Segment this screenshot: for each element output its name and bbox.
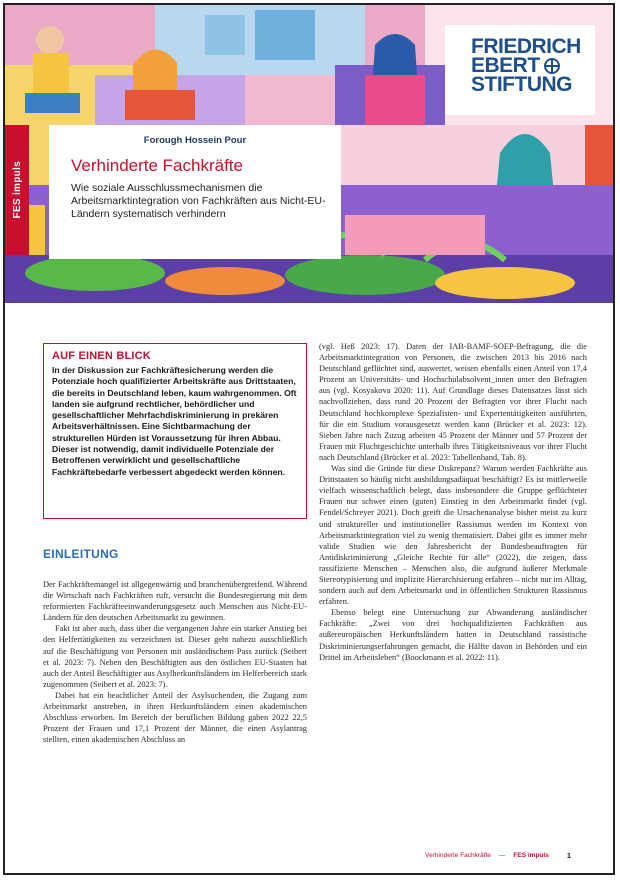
logo-line-3: STIFTUNG bbox=[471, 73, 572, 96]
footer-title: Verhinderte Fachkräfte bbox=[425, 852, 491, 859]
summary-text: In der Diskussion zur Fachkräftesicherung werden die Potenziale hoch qualifizierter Arbeitskräfte aus Drittstaaten, die bereits in Deutschland leben, kaum wahrgenommen. Oft landen sie aufgrund rechtlicher, behördlicher und gesellschaftlicher Mehrfachdiskriminierung in prekären Arbeitsverhältnissen. Eine Sichtbarmachung der strukturellen Hürden ist Voraussetzung für ihren Abbau. Dieser ist notwendig, damit individuelle Potenziale der Betroffenen verwirklicht und gesellschaftliche Fachkräftebedarfe verbessert abgedeckt werden können. bbox=[52, 365, 297, 477]
cover-illustration bbox=[5, 5, 613, 303]
logo-line-1: FRIEDRICH bbox=[471, 35, 581, 58]
paragraph: (vgl. Heß 2023: 17). Daten der IAB-BAMF-SOEP-Befragung, die die Arbeitsmarktintegration von Personen, die zwischen 2013 bis 2016 nach Deutschland geflüchtet sind, auswertet, weisen ebenfalls einen Anteil von 17,4 Prozent an Universitäts- und Hochschulabsolvent_innen unter den Befragten aus (vgl. Kosyakova 2020: 11). Auf Grundlage dieses Datensatzes lässt sich nachvollziehen, dass rund 20 Prozent der Befragten vor ihrer Flucht nach Deutschland hochkomplexe Spezialisten- und Expertentätigkeiten ausführten, für die ein Studium vorausgesetzt werden kann (Brücker et al. 2023: 12). Sieben Jahre nach Zuzug arbeiten 45 Prozent der Männer und 57 Prozent der Frauen mit Fluchtgeschichte unterhalb ihres Tätigkeitsniveaus vor ihrer Flucht nach Deutschland (Brücker et al. 2023: Tabellenband, Tab. 8). bbox=[319, 342, 587, 462]
document-title: Verhinderte Fachkräfte bbox=[71, 156, 243, 175]
page-number: 1 bbox=[566, 851, 571, 860]
logo-line-2-text: EBERT bbox=[471, 54, 540, 77]
paragraph: Was sind die Gründe für diese Diskrepanz? Warum werden Fachkräfte aus Drittstaaten so häufig nicht ausbildungsadäquat beschäftigt? Es ist mittlerweile vielfach wissenschaftlich belegt, dass insbesondere die Gruppe geflüchteter Frauen nur schwer einen (guten) Einstieg in den Arbeitsmarkt findet (vgl. Fendel/Schreyer 2021). Doch greift die Ursachenanalyse bisher meist zu kurz und struktureller und institutioneller Rassismus werden im Kontext von Arbeitsmarktintegration viel zu wenig thematisiert. Dabei gibt es immer mehr valide Studien wie den Jahresbericht der Bundesbeauftragten für Antidiskriminierung „Gleiche Rechte für alle“ (2022), die zeigen, dass rassifizierte Menschen – Menschen also, die aufgrund äußerer Merkmale Stereotypisierung und implizite Hierarchisierung erfahren – nicht nur im Alltag, sondern auch auf dem Arbeitsmarkt und in öffentlichen Strukturen Rassismus erfahren. bbox=[319, 464, 587, 607]
right-column bbox=[319, 341, 587, 663]
paragraph: Fakt ist aber auch, dass über die vergangenen Jahre ein starker Anstieg bei den Helfertätigkeiten zu verzeichnen ist. Dieser geht nahezu ausschließlich auf die Beschäftigung von Personen mit ausländischem Pass zurück (Seibert et al. 2023: 7). Neben den Beschäftigten aus den östlichen EU-Staaten hat auch der Anteil Beschäftigter aus Asylherkunftsländern im Helferbereich stark zugenommen (Seibert et al. 2023: 7). bbox=[43, 624, 307, 689]
title-box bbox=[49, 125, 341, 259]
document-subtitle: Wie soziale Ausschlussmechanismen die Arbeitsmarktintegration von Fachkräften aus Nicht-EU-Ländern systematisch verhindern bbox=[71, 182, 326, 220]
summary-box bbox=[43, 343, 307, 519]
introduction-text bbox=[43, 579, 307, 745]
series-tab bbox=[5, 125, 29, 255]
summary-title: AUF EINEN BLICK bbox=[52, 350, 151, 362]
paragraph: Ebenso belegt eine Untersuchung zur Abwanderung ausländischer Fachkräfte: „Zwei von drei hochqualifizierten Fachkräften aus außereuropäischen Herkunftsländern hatten in Deutschland rassistische Diskriminierungserfahrungen gemacht, die Hälfte davon in Behörden und ein Drittel im Arbeitsleben“ (Boockmann et al. 2022: 11). bbox=[319, 608, 587, 662]
series-tab-label: FES impuls bbox=[11, 161, 23, 219]
left-column bbox=[43, 343, 307, 745]
author-name: Forough Hossein Pour bbox=[143, 135, 247, 146]
paragraph: Dabei hat ein beachtlicher Anteil der Asylsuchenden, die Zugang zum Arbeitsmarkt anstreben, in ihren Herkunftsländern einen akademischen Abschluss erworben. Im Bereich der beruflichen Bildung gaben 2022 22,5 Prozent der Frauen und 17,1 Prozent der Männer, die einen Asylantrag stellten, einen akademischen Abschluss an bbox=[43, 690, 307, 745]
page-footer bbox=[425, 851, 571, 860]
globe-icon bbox=[544, 58, 560, 74]
footer-separator: — bbox=[498, 852, 506, 859]
paragraph: Der Fachkräftemangel ist allgegenwärtig und branchenübergreifend. Während die Wirtschaft nach Fachkräften ruft, versucht die Bundesregierung mit dem reformierten Fachkräfteeinwanderungsgesetz auch Menschen aus Nicht-EU-Ländern für den deutschen Arbeitsmarkt zu gewinnen. bbox=[43, 580, 307, 623]
section-heading-introduction: EINLEITUNG bbox=[43, 547, 119, 561]
document-page bbox=[3, 3, 615, 875]
fes-logo bbox=[471, 37, 589, 94]
footer-series: FES impuls bbox=[513, 852, 549, 859]
